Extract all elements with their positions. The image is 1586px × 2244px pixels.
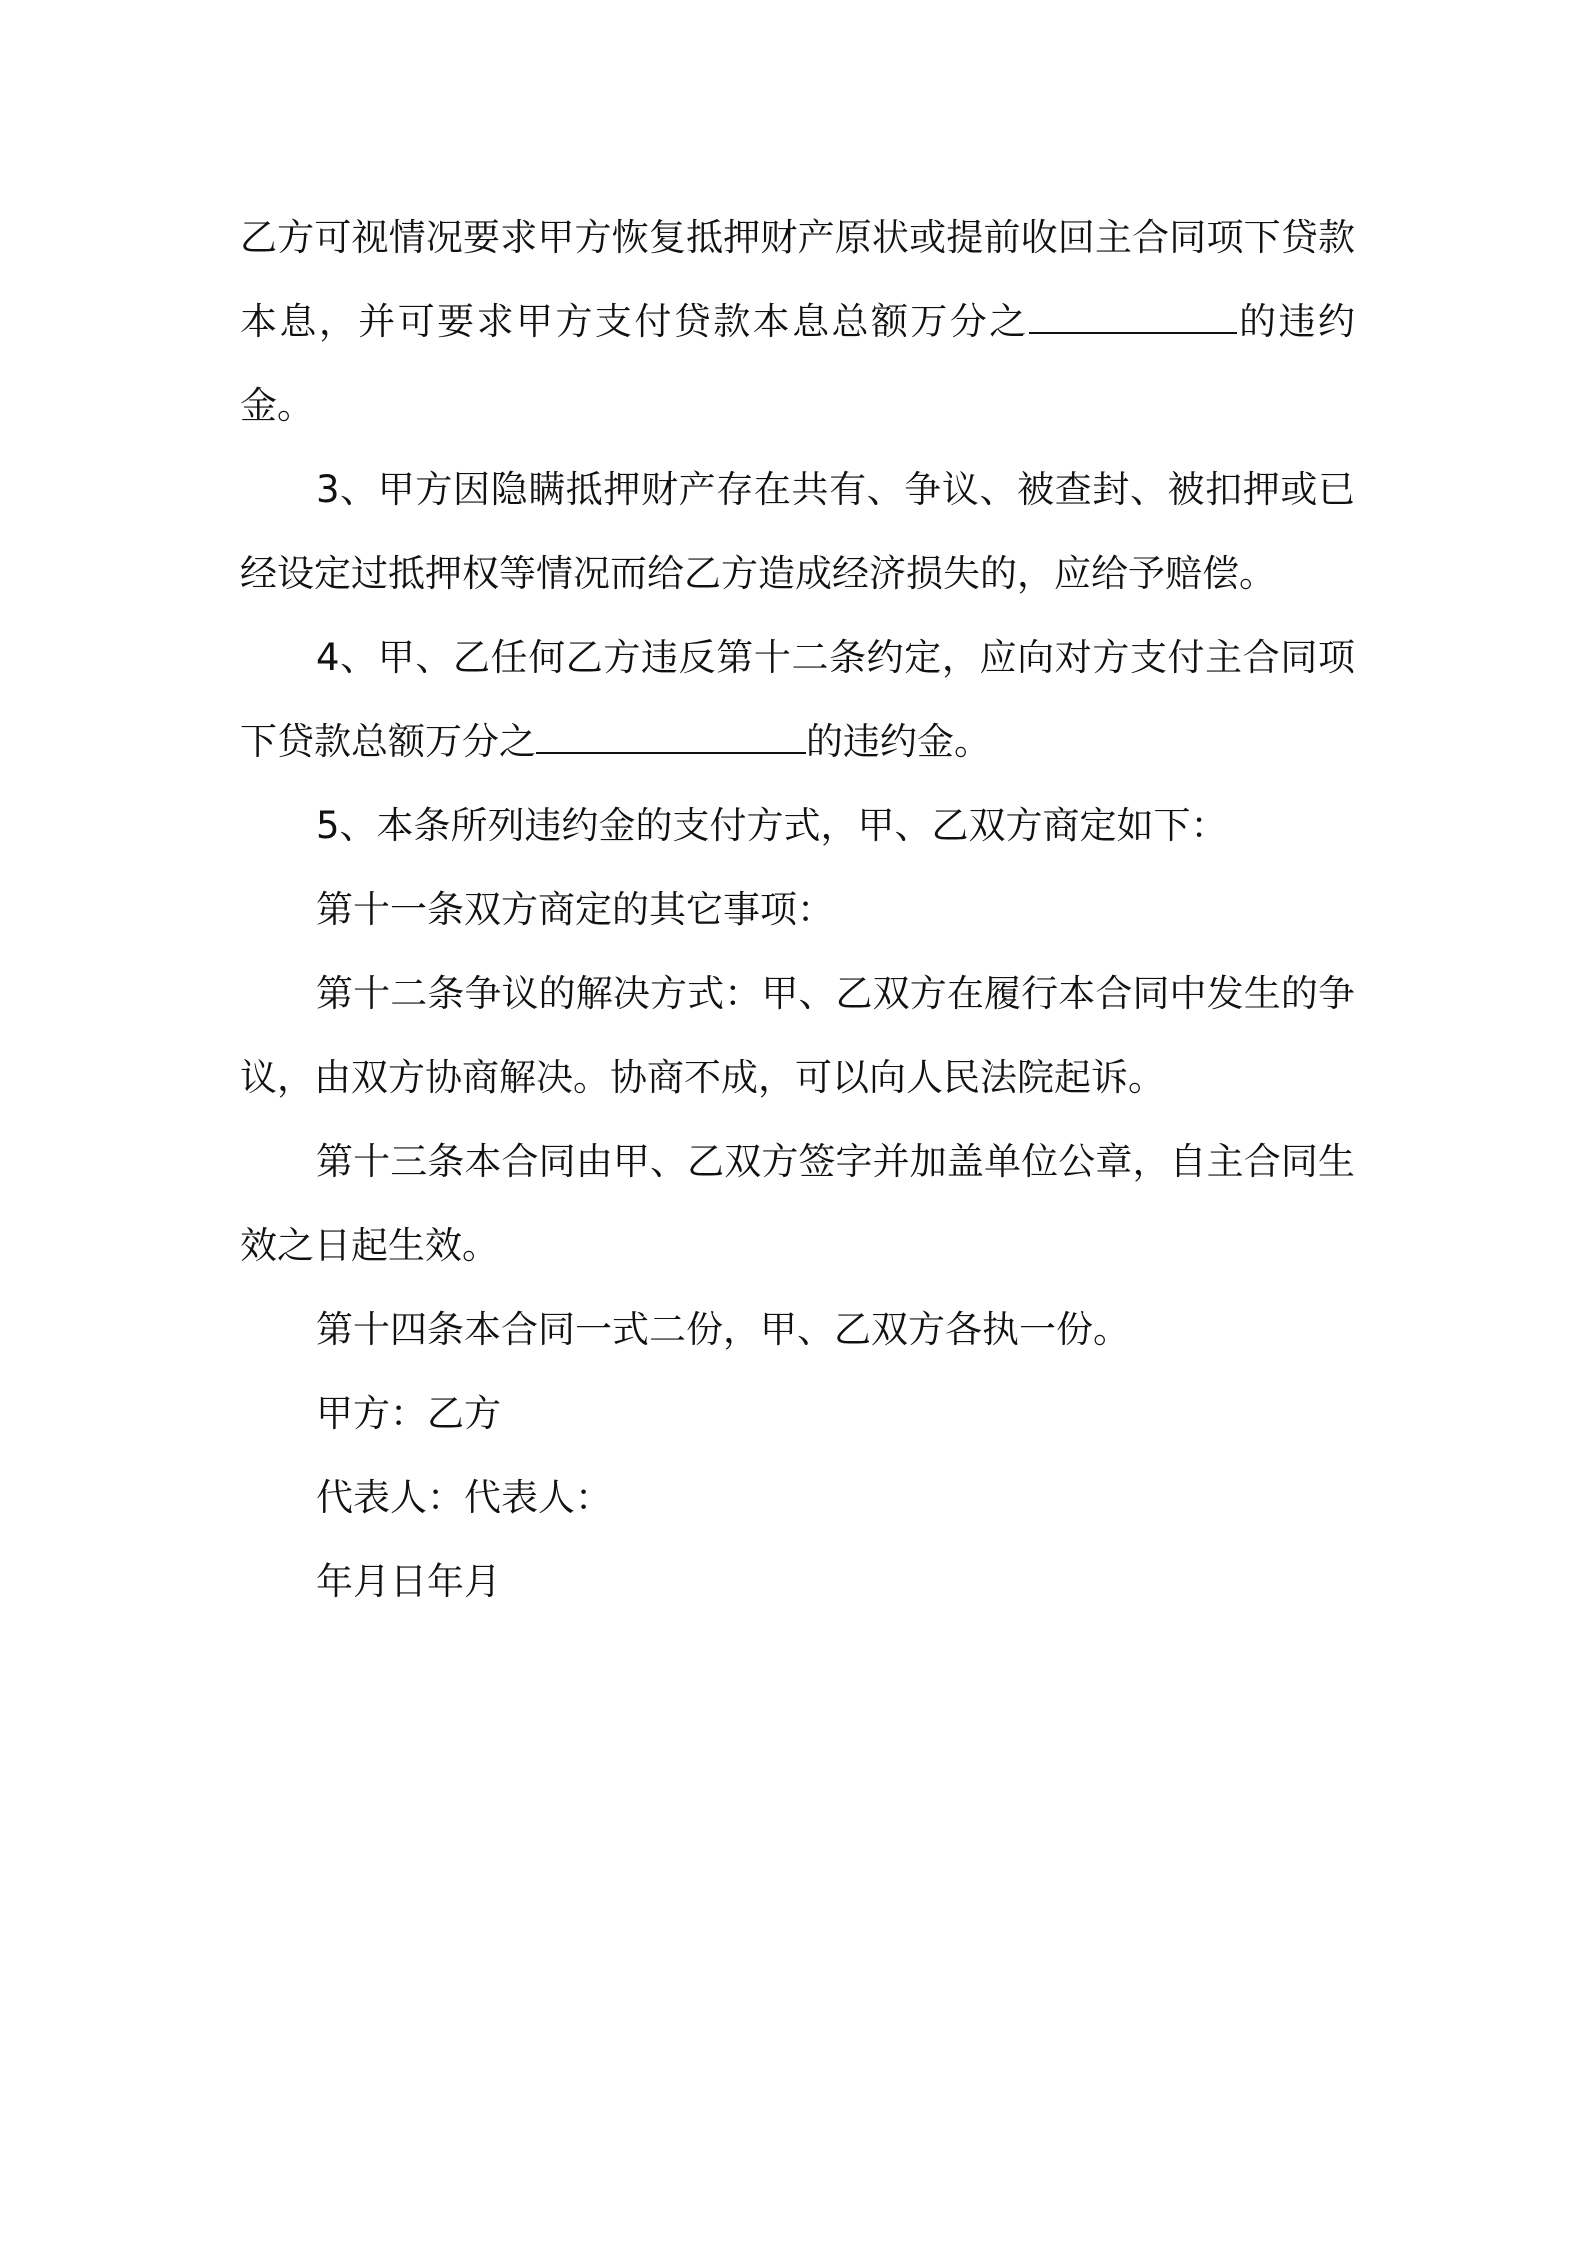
paragraph-text: 4、甲、乙任何乙方违反第十二条约定，应向对方支付主合同项下贷款总额万分之 xyxy=(240,636,1355,763)
paragraph-text: 的违约金。 xyxy=(240,300,1356,427)
paragraph-clause-4 xyxy=(240,616,1355,784)
paragraph-article-14: 第十四条本合同一式二份，甲、乙双方各执一份。 xyxy=(316,1308,1130,1351)
paragraph-clause-3: 3、甲方因隐瞒抵押财产存在共有、争议、被查封、被扣押或已经设定过抵押权等情况而给乙方造成经济损失的，应给予赔偿。 xyxy=(240,468,1355,595)
paragraph-clause-5: 5、本条所列违约金的支付方式，甲、乙双方商定如下： xyxy=(316,804,1228,847)
paragraph-text: 的违约金。 xyxy=(806,720,991,763)
paragraph-text: 乙方可视情况要求甲方恢复抵押财产原状或提前收回主合同项下贷款本息，并可要求甲方支付贷款本息总额万分之 xyxy=(240,216,1355,343)
paragraph-article-11: 第十一条双方商定的其它事项： xyxy=(316,888,834,931)
signature-dates: 年月日年月 xyxy=(316,1560,501,1603)
paragraph-article-12: 第十二条争议的解决方式：甲、乙双方在履行本合同中发生的争议，由双方协商解决。协商不成，可以向人民法院起诉。 xyxy=(240,972,1355,1099)
blank-fill-line xyxy=(536,722,806,754)
blank-fill-line xyxy=(1029,302,1237,334)
signature-parties: 甲方：乙方 xyxy=(316,1392,501,1435)
paragraph-article-13: 第十三条本合同由甲、乙双方签字并加盖单位公章，自主合同生效之日起生效。 xyxy=(240,1140,1355,1267)
signature-representatives: 代表人：代表人： xyxy=(316,1476,612,1519)
document-body xyxy=(240,196,1355,1624)
paragraph-penalty-restore xyxy=(240,196,1355,448)
